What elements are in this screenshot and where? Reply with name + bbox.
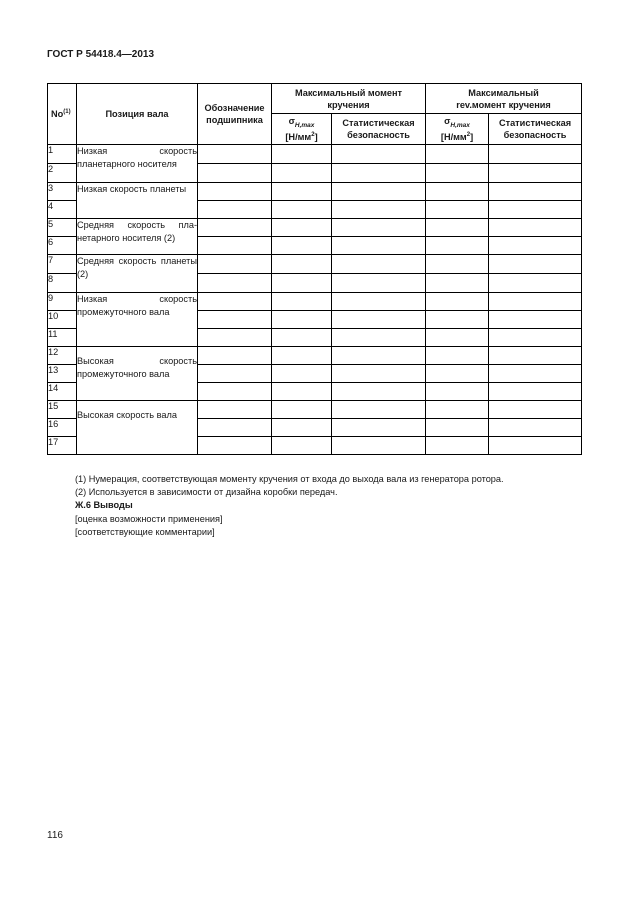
cell (332, 311, 426, 329)
row-number: 13 (48, 365, 77, 383)
cell (332, 293, 426, 311)
shaft-position: Высокая скорость промежуточного вала (77, 347, 198, 401)
table-row (48, 183, 582, 201)
cell (489, 329, 582, 347)
cell (198, 183, 272, 201)
cell (489, 383, 582, 401)
cell (426, 145, 489, 164)
placeholder-line-2: [соответствующие комментарии] (75, 527, 215, 537)
cell (198, 145, 272, 164)
cell (332, 347, 426, 365)
cell (332, 365, 426, 383)
footnote-2: (2) Используется в зависимости от дизайна коробки передач. (75, 487, 338, 497)
row-number: 8 (48, 274, 77, 293)
header-max-torque: Максимальный момент кручения (272, 84, 426, 114)
cell (272, 383, 332, 401)
cell (426, 365, 489, 383)
cell (332, 145, 426, 164)
footnote-1: (1) Нумерация, соответствующая моменту кручения от входа до выхода вала из генератора ротора. (75, 474, 504, 484)
cell (489, 219, 582, 237)
cell (489, 183, 582, 201)
cell (426, 219, 489, 237)
cell (198, 255, 272, 274)
cell (272, 274, 332, 293)
cell (198, 311, 272, 329)
table-row (48, 347, 582, 365)
cell (426, 401, 489, 419)
cell (272, 219, 332, 237)
table-row (48, 401, 582, 419)
shaft-position: Низкая скорость промежуточного вала (77, 293, 198, 347)
cell (426, 419, 489, 437)
header-sigma-max: $\sigma_{H,max}$ $[Н/мм^2]$ (272, 114, 332, 145)
cell (272, 201, 332, 219)
cell (272, 437, 332, 455)
table-row (48, 293, 582, 311)
header-bearing: Обозначение подшипника (198, 84, 272, 145)
cell (198, 365, 272, 383)
cell (426, 347, 489, 365)
cell (426, 437, 489, 455)
cell (272, 145, 332, 164)
cell (489, 365, 582, 383)
row-number: 12 (48, 347, 77, 365)
cell (272, 237, 332, 255)
row-number: 14 (48, 383, 77, 401)
cell (198, 419, 272, 437)
header-stat-safety-rev: Статистическая безопасность (489, 114, 582, 145)
cell (332, 274, 426, 293)
header-no: No$^{(1)}$ (48, 84, 77, 145)
cell (332, 255, 426, 274)
cell (489, 145, 582, 164)
cell (332, 219, 426, 237)
cell (272, 293, 332, 311)
cell (426, 183, 489, 201)
cell (272, 329, 332, 347)
row-number: 11 (48, 329, 77, 347)
cell (272, 347, 332, 365)
cell (332, 329, 426, 347)
cell (272, 365, 332, 383)
cell (489, 255, 582, 274)
torque-table (47, 83, 582, 455)
cell (272, 419, 332, 437)
cell (198, 293, 272, 311)
cell (198, 437, 272, 455)
cell (489, 237, 582, 255)
cell (489, 347, 582, 365)
cell (489, 401, 582, 419)
cell (198, 237, 272, 255)
cell (426, 255, 489, 274)
cell (489, 164, 582, 183)
cell (198, 383, 272, 401)
cell (332, 401, 426, 419)
cell (426, 164, 489, 183)
row-number: 5 (48, 219, 77, 237)
cell (426, 293, 489, 311)
table-row (48, 219, 582, 237)
cell (198, 201, 272, 219)
cell (426, 237, 489, 255)
header-stat-safety: Статистическая безопасность (332, 114, 426, 145)
shaft-position: Высокая скорость вала (77, 401, 198, 455)
row-number: 16 (48, 419, 77, 437)
cell (272, 183, 332, 201)
cell (489, 293, 582, 311)
placeholder-line-1: [оценка возможности применения] (75, 514, 223, 524)
cell (198, 164, 272, 183)
cell (198, 329, 272, 347)
row-number: 15 (48, 401, 77, 419)
row-number: 2 (48, 164, 77, 183)
cell (198, 274, 272, 293)
cell (198, 219, 272, 237)
header-max-rev-torque: Максимальный rev.момент кручения (426, 84, 582, 114)
cell (489, 437, 582, 455)
document-header: ГОСТ Р 54418.4—2013 (47, 49, 155, 60)
row-number: 6 (48, 237, 77, 255)
section-heading: Ж.6 Выводы (75, 500, 133, 510)
cell (426, 311, 489, 329)
cell (272, 255, 332, 274)
shaft-position: Низкая скорость планетарного носителя (77, 145, 198, 183)
table-row (48, 255, 582, 274)
cell (489, 201, 582, 219)
row-number: 1 (48, 145, 77, 164)
row-number: 4 (48, 201, 77, 219)
cell (426, 329, 489, 347)
cell (272, 164, 332, 183)
cell (332, 383, 426, 401)
cell (332, 419, 426, 437)
cell (332, 237, 426, 255)
cell (332, 164, 426, 183)
cell (426, 201, 489, 219)
row-number: 7 (48, 255, 77, 274)
cell (332, 201, 426, 219)
cell (426, 274, 489, 293)
table-row (48, 145, 582, 164)
cell (332, 183, 426, 201)
header-position: Позиция вала (77, 84, 198, 145)
cell (198, 401, 272, 419)
cell (332, 437, 426, 455)
cell (272, 311, 332, 329)
page-number: 116 (47, 830, 63, 841)
cell (489, 419, 582, 437)
shaft-position: Средняя скорость пла-нетарного носителя (2) (77, 219, 198, 255)
row-number: 3 (48, 183, 77, 201)
shaft-position: Низкая скорость планеты (77, 183, 198, 219)
cell (198, 347, 272, 365)
header-sigma-rev: $\sigma_{H,max}$ $[Н/мм^2]$ (426, 114, 489, 145)
row-number: 9 (48, 293, 77, 311)
cell (489, 274, 582, 293)
row-number: 10 (48, 311, 77, 329)
cell (489, 311, 582, 329)
row-number: 17 (48, 437, 77, 455)
shaft-position: Средняя скорость планеты (2) (77, 255, 198, 293)
cell (426, 383, 489, 401)
cell (272, 401, 332, 419)
